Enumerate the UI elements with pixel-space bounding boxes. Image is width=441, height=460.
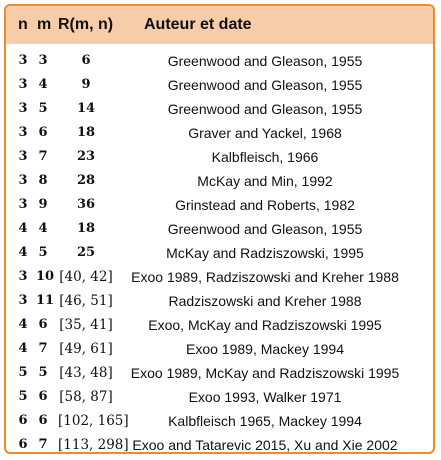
cell-m: 7 bbox=[38, 437, 48, 452]
cell-r: [35, 41] bbox=[59, 317, 113, 333]
cell-r: 14 bbox=[76, 101, 96, 116]
header-r: R(m, n) bbox=[58, 16, 114, 33]
cell-r: [58, 87] bbox=[59, 389, 113, 405]
cell-r: 18 bbox=[76, 221, 96, 236]
table-row bbox=[6, 361, 433, 385]
cell-r: 23 bbox=[76, 149, 96, 164]
cell-author: McKay and Min, 1992 bbox=[197, 173, 333, 189]
table-row bbox=[6, 385, 433, 409]
cell-n: 4 bbox=[18, 317, 28, 332]
cell-author: McKay and Radziszowski, 1995 bbox=[166, 245, 364, 261]
cell-n: 3 bbox=[18, 77, 28, 92]
cell-r: [46, 51] bbox=[59, 293, 113, 309]
cell-n: 3 bbox=[18, 53, 28, 68]
cell-n: 4 bbox=[18, 245, 28, 260]
table-row bbox=[6, 241, 433, 265]
cell-n: 4 bbox=[18, 341, 28, 356]
cell-r: 18 bbox=[76, 125, 96, 140]
table-row bbox=[6, 193, 433, 217]
cell-r: [40, 42] bbox=[59, 269, 113, 285]
table-row bbox=[6, 313, 433, 337]
cell-m: 4 bbox=[38, 77, 48, 92]
table-row bbox=[6, 169, 433, 193]
cell-n: 5 bbox=[18, 365, 28, 380]
table-row bbox=[6, 217, 433, 241]
cell-author: Exoo 1989, Radziszowski and Kreher 1988 bbox=[131, 269, 399, 285]
table-row bbox=[6, 73, 433, 97]
cell-r: [113, 298] bbox=[58, 437, 129, 453]
cell-m: 4 bbox=[38, 221, 48, 236]
table-row bbox=[6, 289, 433, 313]
cell-n: 4 bbox=[18, 221, 28, 236]
cell-author: Radziszowski and Kreher 1988 bbox=[168, 293, 362, 309]
table-row bbox=[6, 49, 433, 73]
cell-n: 3 bbox=[18, 125, 28, 140]
cell-m: 5 bbox=[38, 101, 48, 116]
table-row bbox=[6, 145, 433, 169]
cell-n: 3 bbox=[18, 149, 28, 164]
cell-r: 9 bbox=[81, 77, 91, 92]
cell-author: Grinstead and Roberts, 1982 bbox=[175, 197, 355, 213]
header-n: n bbox=[18, 16, 28, 33]
table-row bbox=[6, 97, 433, 121]
table-row bbox=[6, 409, 433, 433]
cell-n: 3 bbox=[18, 101, 28, 116]
cell-author: Greenwood and Gleason, 1955 bbox=[167, 53, 363, 69]
cell-m: 3 bbox=[38, 53, 48, 68]
table-row bbox=[6, 121, 433, 145]
cell-m: 10 bbox=[36, 269, 55, 284]
cell-m: 9 bbox=[38, 197, 48, 212]
cell-n: 5 bbox=[18, 389, 28, 404]
cell-n: 3 bbox=[18, 173, 28, 188]
table-row bbox=[6, 337, 433, 361]
cell-n: 6 bbox=[18, 437, 28, 452]
cell-author: Greenwood and Gleason, 1955 bbox=[167, 77, 363, 93]
cell-n: 3 bbox=[18, 293, 28, 308]
cell-r: [49, 61] bbox=[59, 341, 113, 357]
cell-m: 7 bbox=[38, 149, 48, 164]
cell-author: Greenwood and Gleason, 1955 bbox=[167, 101, 363, 117]
cell-author: Greenwood and Gleason, 1955 bbox=[167, 221, 363, 237]
cell-m: 6 bbox=[38, 389, 48, 404]
table-body bbox=[6, 49, 433, 454]
cell-author: Kalbfleisch, 1966 bbox=[211, 149, 319, 165]
table-row bbox=[6, 265, 433, 289]
cell-m: 5 bbox=[38, 365, 48, 380]
header-m: m bbox=[37, 16, 52, 33]
header-author: Auteur et date bbox=[144, 16, 252, 33]
cell-m: 6 bbox=[38, 317, 48, 332]
cell-author: Exoo 1989, Mackey 1994 bbox=[186, 341, 344, 357]
cell-n: 6 bbox=[18, 413, 28, 428]
cell-r: [43, 48] bbox=[59, 365, 113, 381]
cell-n: 3 bbox=[18, 269, 28, 284]
cell-m: 5 bbox=[38, 245, 48, 260]
cell-author: Exoo, McKay and Radziszowski 1995 bbox=[148, 317, 382, 333]
cell-author: Exoo 1993, Walker 1971 bbox=[188, 389, 342, 405]
cell-author: Exoo and Tatarevic 2015, Xu and Xie 2002 bbox=[132, 437, 398, 453]
cell-m: 8 bbox=[38, 173, 48, 188]
cell-r: 6 bbox=[81, 53, 91, 68]
cell-r: [102, 165] bbox=[58, 413, 129, 429]
table-header bbox=[6, 6, 433, 44]
cell-author: Graver and Yackel, 1968 bbox=[188, 125, 342, 141]
cell-r: 25 bbox=[76, 245, 96, 260]
cell-m: 6 bbox=[38, 125, 48, 140]
cell-m: 6 bbox=[38, 413, 48, 428]
table-row bbox=[6, 433, 433, 454]
cell-r: 28 bbox=[76, 173, 96, 188]
cell-m: 11 bbox=[36, 293, 55, 308]
cell-n: 3 bbox=[18, 197, 28, 212]
cell-author: Kalbfleisch 1965, Mackey 1994 bbox=[168, 413, 362, 429]
ramsey-table bbox=[4, 4, 435, 454]
cell-m: 7 bbox=[38, 341, 48, 356]
cell-r: 36 bbox=[76, 197, 96, 212]
cell-author: Exoo 1989, McKay and Radziszowski 1995 bbox=[130, 365, 400, 381]
